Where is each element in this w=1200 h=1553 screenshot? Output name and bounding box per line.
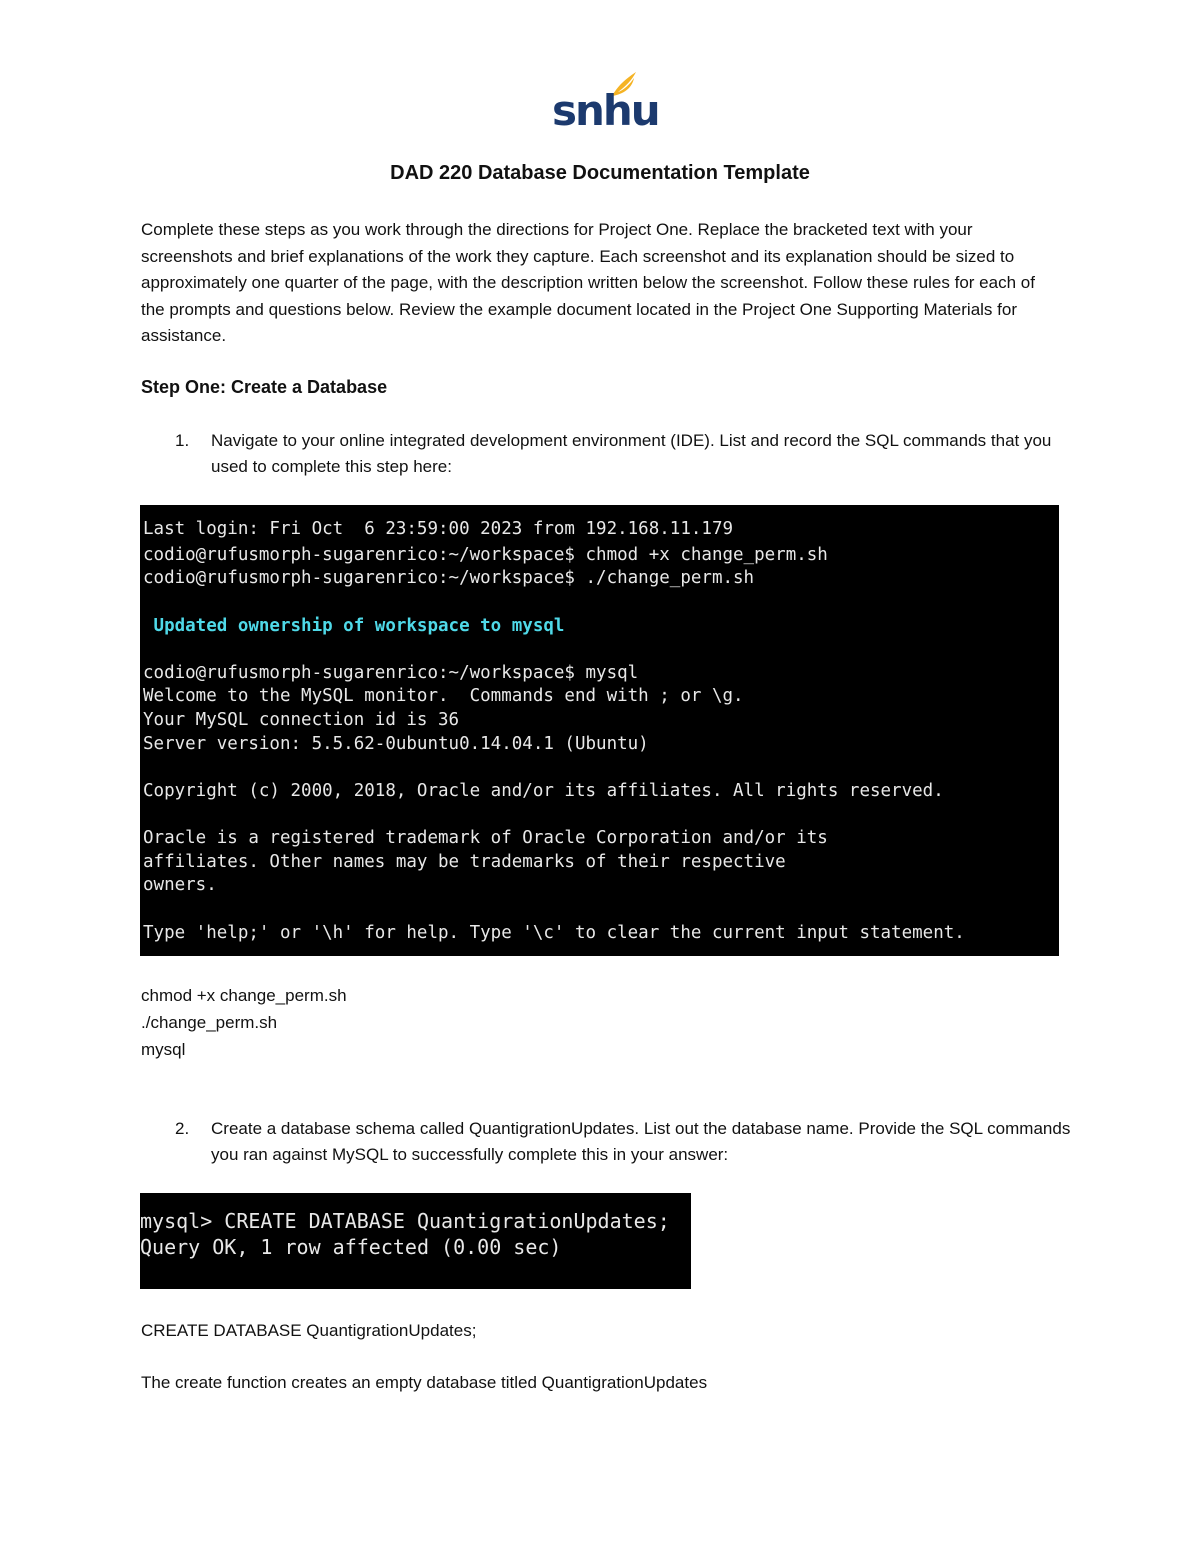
terminal-line: codio@rufusmorph-sugarenrico:~/workspace$ ./change_perm.sh xyxy=(143,568,755,588)
terminal-screenshot xyxy=(140,1193,691,1289)
terminal-screenshot xyxy=(140,505,1059,956)
answer-line: ./change_perm.sh xyxy=(141,1013,278,1032)
terminal-line: Type 'help;' or '\h' for help. Type '\c' to clear the current input statement. xyxy=(143,923,965,943)
terminal-line: codio@rufusmorph-sugarenrico:~/workspace$ mysql xyxy=(143,663,639,683)
list-number: 1. xyxy=(175,431,190,450)
terminal-line: codio@rufusmorph-sugarenrico:~/workspace$ chmod +x change_perm.sh xyxy=(143,545,828,565)
terminal-line-highlight: Updated ownership of workspace to mysql xyxy=(143,616,565,636)
answer-line: chmod +x change_perm.sh xyxy=(141,986,347,1005)
answer-line: mysql xyxy=(141,1040,186,1059)
snhu-logo xyxy=(552,70,659,136)
answer-command: CREATE DATABASE QuantigrationUpdates; xyxy=(141,1321,477,1340)
terminal-line: affiliates. Other names may be trademarks of their respective xyxy=(143,852,786,872)
terminal-line: owners. xyxy=(143,875,217,895)
terminal-line: mysql> CREATE DATABASE QuantigrationUpdates; xyxy=(140,1209,670,1233)
intro-paragraph: Complete these steps as you work through the directions for Project One. Replace the bracketed text with your screenshots and brief explanations of the work they capture. Each screenshot and its explanation should be sized to approximately one quarter of the page, with the description written below the screenshot. Follow these rules for each of the prompts and questions below. Review the example document located in the Project One Supporting Materials for assistance. xyxy=(141,220,1035,345)
list-text: Navigate to your online integrated development environment (IDE). List and record the SQL commands that you used to complete this step here: xyxy=(211,431,1052,476)
terminal-line: Copyright (c) 2000, 2018, Oracle and/or its affiliates. All rights reserved. xyxy=(143,781,944,801)
terminal-line: Server version: 5.5.62-0ubuntu0.14.04.1 (Ubuntu) xyxy=(143,734,649,754)
list-text: Create a database schema called QuantigrationUpdates. List out the database name. Provide the SQL commands you ran against MySQL to successfully complete this in your answer: xyxy=(211,1119,1071,1164)
terminal-line: Your MySQL connection id is 36 xyxy=(143,710,460,730)
document-title: DAD 220 Database Documentation Template xyxy=(390,162,810,184)
logo-text: snhu xyxy=(552,86,659,135)
list-number: 2. xyxy=(175,1119,190,1138)
terminal-line: Welcome to the MySQL monitor. Commands end with ; or \g. xyxy=(143,686,744,706)
step-one-heading: Step One: Create a Database xyxy=(141,377,388,397)
terminal-line: Oracle is a registered trademark of Oracle Corporation and/or its xyxy=(143,828,828,848)
answer-explanation: The create function creates an empty database titled QuantigrationUpdates xyxy=(141,1373,708,1392)
terminal-line: Query OK, 1 row affected (0.00 sec) xyxy=(140,1235,562,1259)
terminal-line: Last login: Fri Oct 6 23:59:00 2023 from 192.168.11.179 xyxy=(143,519,734,539)
